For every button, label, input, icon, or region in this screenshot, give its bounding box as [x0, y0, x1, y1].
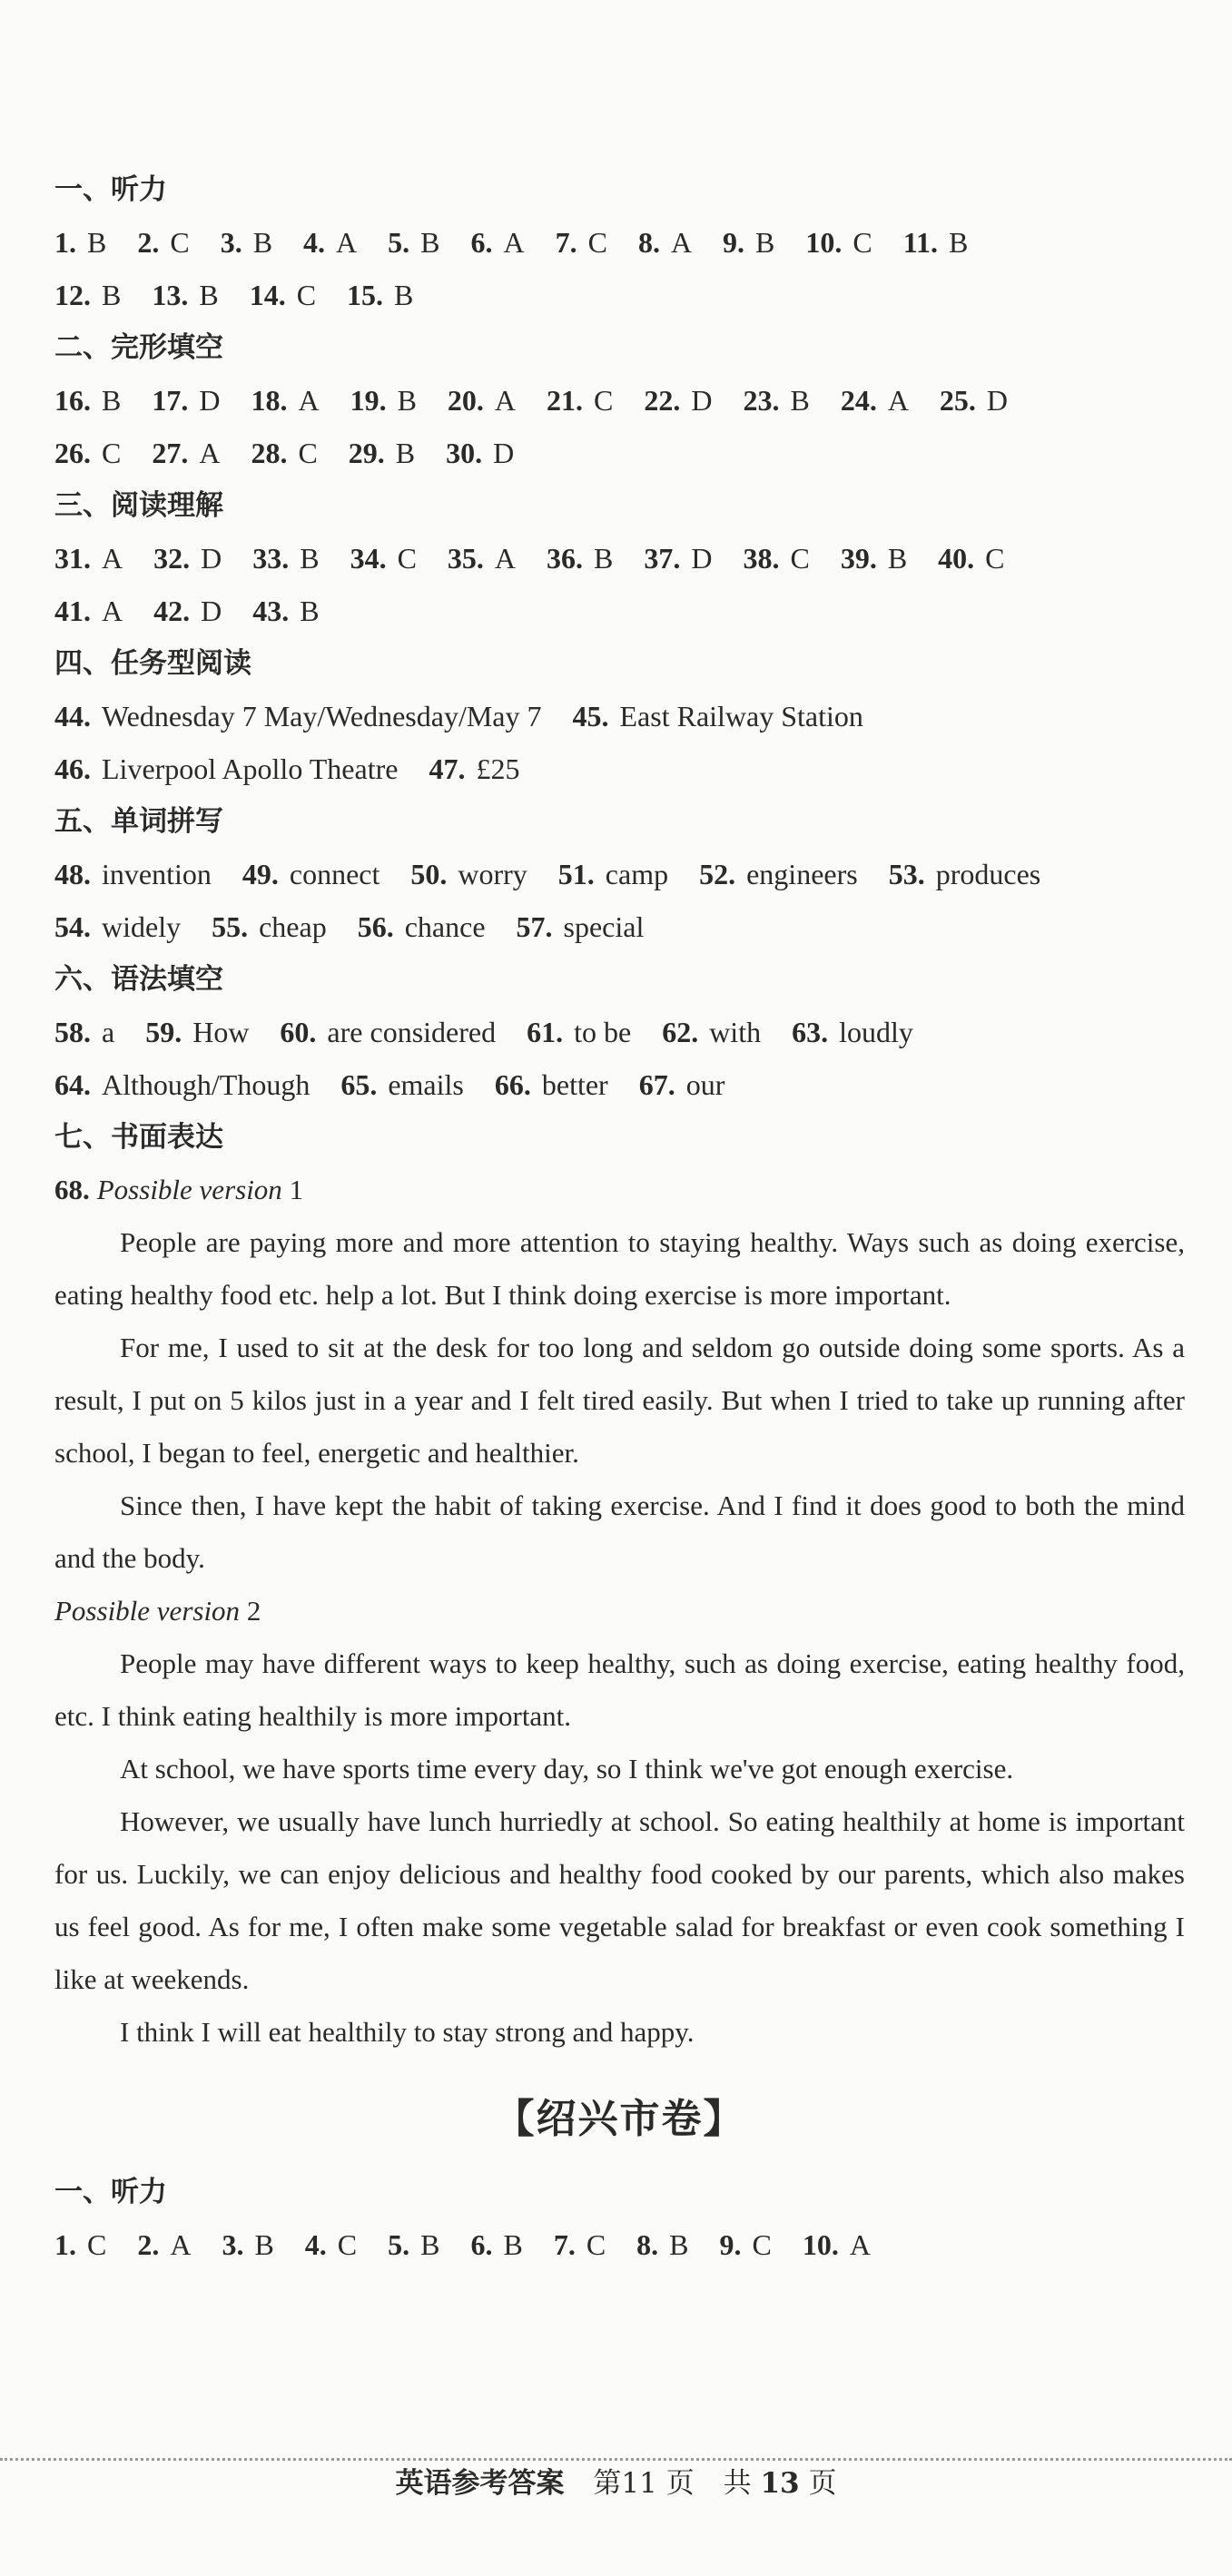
answer-item — [805, 216, 872, 269]
question-number: 13. — [152, 279, 189, 311]
question-number: 68. — [54, 1174, 90, 1205]
answer-item — [743, 374, 809, 427]
answer-item — [54, 374, 121, 427]
question-number: 23. — [743, 384, 780, 417]
answer-value: widely — [102, 910, 182, 943]
answer-value: D — [691, 542, 713, 575]
shaoxing-banner: 【绍兴市卷】 — [494, 2096, 745, 2142]
answer-value: D — [493, 437, 515, 469]
answer-item — [429, 742, 519, 795]
answer-value: D — [691, 384, 713, 417]
answer-item — [556, 216, 607, 269]
question-number: 4. — [304, 2228, 327, 2261]
question-number: 9. — [719, 2228, 742, 2261]
question-number: 43. — [252, 595, 290, 627]
answer-item — [743, 532, 809, 585]
answer-item — [242, 848, 380, 900]
answer-item — [554, 2218, 606, 2271]
question-number: 28. — [251, 437, 288, 469]
answer-item — [54, 848, 212, 900]
answer-value: A — [199, 437, 221, 469]
answer-item — [388, 216, 439, 269]
question-number: 17. — [152, 384, 189, 417]
answer-item — [410, 848, 527, 900]
question-number: 8. — [637, 226, 660, 259]
answer-item — [448, 374, 516, 427]
question-number: 59. — [145, 1016, 182, 1048]
answer-item — [212, 900, 327, 953]
answer-item — [639, 1058, 725, 1111]
answer-item — [153, 585, 222, 637]
section-title: 三、阅读理解 — [54, 489, 223, 522]
question-number: 8. — [636, 2228, 659, 2261]
answer-row — [54, 532, 1185, 585]
question-number: 38. — [743, 542, 780, 575]
question-number: 11. — [902, 226, 938, 259]
section-title: 四、任务型阅读 — [54, 647, 251, 680]
section-title: 二、完形填空 — [54, 331, 223, 364]
answer-value: B — [420, 226, 440, 259]
question-number: 14. — [249, 279, 286, 311]
question-number: 34. — [350, 542, 387, 575]
question-number: 54. — [54, 910, 91, 943]
section-title: 六、语法填空 — [54, 963, 223, 996]
answer-value: D — [201, 542, 222, 575]
question-number: 58. — [54, 1016, 91, 1048]
answer-value: produces — [935, 858, 1041, 890]
answer-item — [940, 374, 1008, 427]
answer-value: B — [102, 279, 122, 311]
section-title: 一、听力 — [54, 173, 167, 206]
answer-item — [350, 374, 417, 427]
answer-value: B — [420, 2228, 440, 2261]
question-number: 2. — [137, 226, 160, 259]
answer-value: C — [296, 279, 317, 311]
answer-value: C — [790, 542, 810, 575]
essay-paragraph: People are paying more and more attention to staying healthy. Ways such as doing exercise, eating healthy food etc. help a lot. But I think doing exercise is more important. — [54, 1226, 1185, 1311]
version-2-label: Possible version 2 — [54, 1595, 261, 1627]
answer-item — [388, 2218, 439, 2271]
answer-value: with — [709, 1016, 762, 1048]
question-number: 25. — [939, 384, 976, 417]
answer-value: C — [298, 437, 318, 469]
question-number: 10. — [802, 2228, 839, 2261]
answer-item — [340, 1058, 464, 1111]
answer-item — [152, 427, 220, 479]
answer-value: Wednesday 7 May/Wednesday/May 7 — [102, 700, 542, 732]
question-number: 60. — [280, 1016, 317, 1048]
question-number: 44. — [54, 700, 91, 732]
answer-value: to be — [574, 1016, 632, 1048]
answer-value: £25 — [476, 752, 520, 785]
question-number: 47. — [429, 752, 466, 785]
answer-value: better — [541, 1068, 608, 1101]
question-number: 63. — [792, 1016, 829, 1048]
answer-item — [54, 1058, 310, 1111]
answer-item — [517, 900, 645, 953]
question-number: 18. — [251, 384, 288, 417]
answer-item — [470, 2218, 522, 2271]
answer-value: B — [395, 437, 416, 469]
question-number: 50. — [410, 858, 448, 890]
answer-value: A — [887, 384, 909, 417]
question-number: 1. — [54, 2228, 76, 2261]
answer-item — [222, 2218, 273, 2271]
answer-item — [638, 216, 692, 269]
answer-value: C — [587, 226, 607, 259]
question-number: 62. — [662, 1016, 699, 1048]
answer-item — [54, 900, 181, 953]
answer-item — [349, 427, 415, 479]
answer-item — [252, 532, 319, 585]
question-number: 64. — [54, 1068, 91, 1101]
answer-value: a — [102, 1016, 115, 1048]
answer-value: A — [494, 384, 517, 417]
page-number: 第11 页 — [593, 2467, 695, 2500]
answer-value: D — [199, 384, 221, 417]
answer-item — [699, 848, 858, 900]
question-number: 36. — [547, 542, 584, 575]
answer-value: are considered — [327, 1016, 497, 1048]
answer-value: C — [985, 542, 1005, 575]
answer-item — [903, 216, 969, 269]
answer-item — [54, 1006, 114, 1058]
question-number: 32. — [153, 542, 191, 575]
answer-item — [137, 2218, 191, 2271]
essay-paragraph: However, we usually have lunch hurriedly at school. So eating healthily at home is important for us. Luckily, we can enjoy delicious and healthy food cooked by our parents, which also makes us feel good. As for me, I often make some vegetable salad for breakfast or even cook something I like at weekends. — [54, 1805, 1185, 1995]
answer-row — [54, 900, 1185, 953]
answer-value: C — [337, 2228, 358, 2261]
question-number: 37. — [644, 542, 681, 575]
answer-item — [558, 848, 668, 900]
answer-value: A — [170, 2228, 192, 2261]
version-2-text — [54, 1637, 1185, 2059]
answer-item — [644, 532, 712, 585]
answer-row — [54, 585, 1185, 637]
answer-value: special — [563, 910, 645, 943]
answer-item — [152, 374, 220, 427]
question-number: 21. — [547, 384, 584, 417]
answer-value: B — [887, 542, 908, 575]
answer-row — [54, 374, 1185, 427]
question-number: 16. — [54, 384, 91, 417]
answer-item — [252, 585, 319, 637]
question-number: 46. — [54, 752, 91, 785]
answer-row — [54, 427, 1185, 479]
answer-value: B — [199, 279, 219, 311]
section-title: 五、单词拼写 — [54, 805, 223, 838]
answer-item — [841, 532, 907, 585]
answer-item — [495, 1058, 608, 1111]
question-number: 31. — [54, 542, 91, 575]
question-number: 26. — [54, 437, 91, 469]
answer-value: B — [397, 384, 417, 417]
answer-item — [280, 1006, 496, 1058]
answer-row — [54, 216, 1185, 269]
question-number: 6. — [470, 2228, 493, 2261]
answer-value: camp — [605, 858, 669, 890]
answer-value: B — [102, 384, 122, 417]
answer-value: engineers — [746, 858, 858, 890]
answer-value: C — [102, 437, 122, 469]
answer-item — [547, 532, 613, 585]
answer-item — [792, 1006, 913, 1058]
answer-item — [720, 2218, 772, 2271]
answer-value: Although/Though — [102, 1068, 310, 1101]
answer-item — [305, 2218, 357, 2271]
answer-item — [54, 269, 121, 321]
question-number: 22. — [644, 384, 681, 417]
answer-item — [54, 427, 121, 479]
answer-value: C — [853, 226, 872, 259]
question-number: 51. — [557, 858, 595, 890]
question-number: 27. — [152, 437, 189, 469]
answer-value: A — [298, 384, 320, 417]
answer-item — [662, 1006, 761, 1058]
answer-value: B — [394, 279, 414, 311]
answer-value: C — [170, 226, 190, 259]
essay-paragraph: For me, I used to sit at the desk for too long and seldom go outside doing some sports. As a result, I put on 5 kilos just in a year and I felt tired easily. But when I tried to take up running after school, I began to feel, energetic and healthier. — [54, 1332, 1185, 1469]
question-number: 45. — [572, 700, 609, 732]
answer-value: How — [192, 1016, 250, 1048]
answer-value: connect — [289, 858, 380, 890]
answer-item — [547, 374, 613, 427]
answer-value: B — [948, 226, 969, 259]
answer-item — [636, 2218, 688, 2271]
answer-value: C — [752, 2228, 772, 2261]
question-number: 53. — [888, 858, 925, 890]
answer-item — [303, 216, 357, 269]
question-number: 29. — [348, 437, 385, 469]
question-number: 65. — [340, 1068, 378, 1101]
answer-item — [145, 1006, 249, 1058]
answer-value: A — [849, 2228, 871, 2261]
answer-value: emails — [388, 1068, 464, 1101]
answer-item — [54, 742, 398, 795]
answer-item — [347, 269, 413, 321]
answer-row — [54, 690, 1185, 742]
question-number: 30. — [446, 437, 483, 469]
answer-row — [54, 2218, 1185, 2271]
answer-item — [527, 1006, 631, 1058]
answer-item — [350, 532, 417, 585]
answer-item — [153, 532, 222, 585]
question-number: 55. — [212, 910, 249, 943]
question-number: 52. — [699, 858, 736, 890]
essay-paragraph: At school, we have sports time every day, so I think we've got enough exercise. — [120, 1753, 1014, 1785]
answer-item — [889, 848, 1041, 900]
section-title-writing: 七、书面表达 — [54, 1121, 223, 1154]
answer-item — [54, 532, 123, 585]
question-number: 10. — [805, 226, 843, 259]
question-number: 9. — [723, 226, 745, 259]
answer-value: B — [254, 2228, 274, 2261]
question-number: 24. — [840, 384, 877, 417]
answer-item — [54, 216, 106, 269]
answer-item — [841, 374, 909, 427]
question-number: 1. — [54, 226, 76, 259]
answer-item — [358, 900, 486, 953]
answer-value: worry — [458, 858, 527, 890]
answer-value: B — [252, 226, 273, 259]
question-number: 42. — [153, 595, 191, 627]
question-number: 5. — [388, 2228, 410, 2261]
question-number: 67. — [638, 1068, 675, 1101]
question-number: 35. — [447, 542, 484, 575]
answer-value: C — [87, 2228, 107, 2261]
answer-item — [573, 690, 863, 742]
question-number: 7. — [553, 2228, 576, 2261]
answer-value: C — [586, 2228, 606, 2261]
answer-row — [54, 269, 1185, 321]
answer-value: C — [594, 384, 614, 417]
answer-value: chance — [404, 910, 486, 943]
answer-item — [221, 216, 272, 269]
answer-value: loudly — [839, 1016, 913, 1048]
version-1-text — [54, 1216, 1185, 1585]
question-number: 33. — [252, 542, 290, 575]
answer-value: our — [685, 1068, 725, 1101]
answer-value: B — [669, 2228, 689, 2261]
answer-value: A — [102, 595, 123, 627]
answer-item — [446, 427, 514, 479]
answer-value: A — [336, 226, 358, 259]
answer-row — [54, 1058, 1185, 1111]
question-number: 12. — [54, 279, 91, 311]
answer-value: A — [494, 542, 517, 575]
answer-item — [803, 2218, 871, 2271]
answer-value: B — [790, 384, 810, 417]
answer-item — [938, 532, 1004, 585]
answer-page — [54, 163, 1185, 2271]
question-number: 4. — [303, 226, 326, 259]
answer-item — [470, 216, 524, 269]
answer-value: B — [87, 226, 107, 259]
question-number: 41. — [54, 595, 91, 627]
answer-value: invention — [102, 858, 212, 890]
answer-value: B — [755, 226, 775, 259]
question-number: 7. — [555, 226, 577, 259]
answer-value: East Railway Station — [619, 700, 863, 732]
essay-paragraph: Since then, I have kept the habit of taking exercise. And I find it does good to both the mind and the body. — [54, 1490, 1185, 1574]
answer-row — [54, 742, 1185, 795]
answer-value: C — [397, 542, 417, 575]
answer-value: A — [102, 542, 123, 575]
answer-item — [137, 216, 189, 269]
answer-value: B — [300, 595, 320, 627]
question-number: 3. — [222, 2228, 244, 2261]
question-number: 48. — [54, 858, 91, 890]
question-number: 6. — [470, 226, 493, 259]
answer-item — [448, 532, 516, 585]
question-number: 61. — [527, 1016, 564, 1048]
answer-sections — [54, 163, 1185, 1111]
answer-value: Liverpool Apollo Theatre — [102, 752, 399, 785]
answer-value: A — [503, 226, 525, 259]
answer-item — [644, 374, 712, 427]
answer-value: D — [986, 384, 1009, 417]
answer-item — [152, 269, 218, 321]
version-1-label: 68. Possible version 1 — [54, 1174, 304, 1205]
question-number: 5. — [388, 226, 410, 259]
question-number: 19. — [350, 384, 387, 417]
question-number: 66. — [494, 1068, 531, 1101]
answer-value: A — [670, 226, 693, 259]
question-number: 40. — [938, 542, 975, 575]
question-number: 39. — [840, 542, 877, 575]
question-number: 56. — [357, 910, 394, 943]
answer-value: D — [201, 595, 222, 627]
section-title-shaoxing-listening: 一、听力 — [54, 2176, 167, 2208]
page-total: 共 13 页 — [723, 2467, 837, 2500]
answer-row — [54, 1006, 1185, 1058]
page-footer — [0, 2460, 1232, 2501]
essay-paragraph: People may have different ways to keep healthy, such as doing exercise, eating healthy food, etc. I think eating healthily is more important. — [54, 1647, 1185, 1732]
question-number: 15. — [347, 279, 384, 311]
question-number: 2. — [137, 2228, 160, 2261]
answer-value: B — [300, 542, 320, 575]
footer-title: 英语参考答案 — [395, 2467, 565, 2500]
answer-item — [250, 269, 316, 321]
answer-row — [54, 848, 1185, 900]
question-number: 3. — [220, 226, 242, 259]
answer-item — [54, 690, 542, 742]
answer-item — [723, 216, 774, 269]
answer-value: B — [594, 542, 614, 575]
essay-paragraph: I think I will eat healthily to stay strong and happy. — [120, 2016, 695, 2048]
answer-item — [54, 2218, 106, 2271]
answer-item — [251, 374, 319, 427]
question-number: 49. — [241, 858, 279, 890]
answer-value: cheap — [259, 910, 327, 943]
question-number: 57. — [516, 910, 553, 943]
question-number: 20. — [447, 384, 484, 417]
answer-item — [54, 585, 123, 637]
answer-item — [251, 427, 317, 479]
answer-value: B — [503, 2228, 523, 2261]
